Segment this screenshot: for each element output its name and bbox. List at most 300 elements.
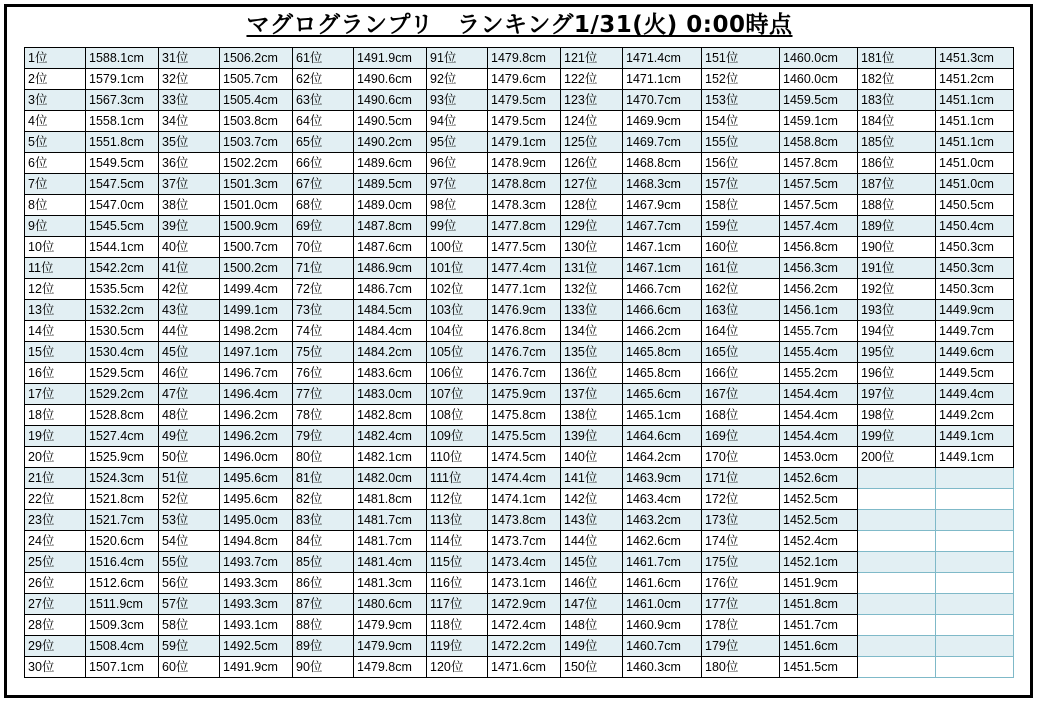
length-cell: 1535.5cm <box>86 279 159 300</box>
table-row <box>25 510 1014 531</box>
length-cell: 1481.4cm <box>354 552 427 573</box>
rank-cell: 189位 <box>858 216 936 237</box>
length-cell: 1512.6cm <box>86 573 159 594</box>
length-cell: 1487.8cm <box>354 216 427 237</box>
empty-cell <box>858 573 936 594</box>
rank-cell: 10位 <box>25 237 86 258</box>
rank-cell: 179位 <box>702 636 780 657</box>
rank-cell: 95位 <box>427 132 488 153</box>
length-cell: 1456.3cm <box>780 258 858 279</box>
length-cell: 1476.8cm <box>488 321 561 342</box>
rank-cell: 72位 <box>293 279 354 300</box>
rank-cell: 128位 <box>561 195 623 216</box>
length-cell: 1484.4cm <box>354 321 427 342</box>
rank-cell: 75位 <box>293 342 354 363</box>
rank-cell: 1位 <box>25 48 86 69</box>
rank-cell: 184位 <box>858 111 936 132</box>
rank-cell: 153位 <box>702 90 780 111</box>
table-row <box>25 132 1014 153</box>
rank-cell: 17位 <box>25 384 86 405</box>
length-cell: 1451.1cm <box>936 132 1014 153</box>
length-cell: 1558.1cm <box>86 111 159 132</box>
rank-cell: 146位 <box>561 573 623 594</box>
length-cell: 1482.4cm <box>354 426 427 447</box>
rank-cell: 170位 <box>702 447 780 468</box>
length-cell: 1478.8cm <box>488 174 561 195</box>
rank-cell: 23位 <box>25 510 86 531</box>
rank-cell: 92位 <box>427 69 488 90</box>
table-row <box>25 384 1014 405</box>
table-row <box>25 489 1014 510</box>
length-cell: 1450.5cm <box>936 195 1014 216</box>
rank-cell: 57位 <box>159 594 220 615</box>
length-cell: 1496.2cm <box>220 405 293 426</box>
rank-cell: 159位 <box>702 216 780 237</box>
rank-cell: 56位 <box>159 573 220 594</box>
length-cell: 1481.7cm <box>354 510 427 531</box>
rank-cell: 143位 <box>561 510 623 531</box>
rank-cell: 34位 <box>159 111 220 132</box>
table-row <box>25 279 1014 300</box>
length-cell: 1482.8cm <box>354 405 427 426</box>
length-cell: 1449.4cm <box>936 384 1014 405</box>
rank-cell: 176位 <box>702 573 780 594</box>
rank-cell: 12位 <box>25 279 86 300</box>
length-cell: 1452.5cm <box>780 510 858 531</box>
length-cell: 1530.4cm <box>86 342 159 363</box>
length-cell: 1449.1cm <box>936 426 1014 447</box>
length-cell: 1456.1cm <box>780 300 858 321</box>
rank-cell: 138位 <box>561 405 623 426</box>
length-cell: 1481.8cm <box>354 489 427 510</box>
length-cell: 1469.7cm <box>623 132 702 153</box>
rank-cell: 84位 <box>293 531 354 552</box>
length-cell: 1528.8cm <box>86 405 159 426</box>
rank-cell: 30位 <box>25 657 86 678</box>
length-cell: 1450.3cm <box>936 258 1014 279</box>
rank-cell: 68位 <box>293 195 354 216</box>
rank-cell: 42位 <box>159 279 220 300</box>
rank-cell: 55位 <box>159 552 220 573</box>
empty-cell <box>936 573 1014 594</box>
rank-cell: 121位 <box>561 48 623 69</box>
table-row <box>25 153 1014 174</box>
length-cell: 1498.2cm <box>220 321 293 342</box>
length-cell: 1482.0cm <box>354 468 427 489</box>
empty-cell <box>858 552 936 573</box>
table-row <box>25 573 1014 594</box>
length-cell: 1472.2cm <box>488 636 561 657</box>
length-cell: 1456.2cm <box>780 279 858 300</box>
length-cell: 1477.4cm <box>488 258 561 279</box>
rank-cell: 124位 <box>561 111 623 132</box>
length-cell: 1457.5cm <box>780 195 858 216</box>
rank-cell: 149位 <box>561 636 623 657</box>
rank-cell: 193位 <box>858 300 936 321</box>
table-row <box>25 69 1014 90</box>
table-row <box>25 363 1014 384</box>
length-cell: 1527.4cm <box>86 426 159 447</box>
rank-cell: 61位 <box>293 48 354 69</box>
empty-cell <box>936 615 1014 636</box>
rank-cell: 71位 <box>293 258 354 279</box>
table-row <box>25 258 1014 279</box>
rank-cell: 19位 <box>25 426 86 447</box>
length-cell: 1449.2cm <box>936 405 1014 426</box>
length-cell: 1501.3cm <box>220 174 293 195</box>
rank-cell: 130位 <box>561 237 623 258</box>
rank-cell: 76位 <box>293 363 354 384</box>
length-cell: 1451.3cm <box>936 48 1014 69</box>
table-row <box>25 90 1014 111</box>
rank-cell: 113位 <box>427 510 488 531</box>
rank-cell: 69位 <box>293 216 354 237</box>
rank-cell: 65位 <box>293 132 354 153</box>
length-cell: 1486.9cm <box>354 258 427 279</box>
length-cell: 1470.7cm <box>623 90 702 111</box>
rank-cell: 93位 <box>427 90 488 111</box>
length-cell: 1471.6cm <box>488 657 561 678</box>
length-cell: 1460.0cm <box>780 69 858 90</box>
rank-cell: 9位 <box>25 216 86 237</box>
rank-cell: 129位 <box>561 216 623 237</box>
length-cell: 1493.3cm <box>220 594 293 615</box>
table-row <box>25 531 1014 552</box>
rank-cell: 148位 <box>561 615 623 636</box>
length-cell: 1466.7cm <box>623 279 702 300</box>
length-cell: 1479.5cm <box>488 90 561 111</box>
rank-cell: 54位 <box>159 531 220 552</box>
rank-cell: 116位 <box>427 573 488 594</box>
length-cell: 1474.1cm <box>488 489 561 510</box>
rank-cell: 156位 <box>702 153 780 174</box>
length-cell: 1460.3cm <box>623 657 702 678</box>
rank-cell: 196位 <box>858 363 936 384</box>
length-cell: 1493.7cm <box>220 552 293 573</box>
rank-cell: 11位 <box>25 258 86 279</box>
rank-cell: 194位 <box>858 321 936 342</box>
empty-cell <box>858 657 936 678</box>
rank-cell: 66位 <box>293 153 354 174</box>
length-cell: 1547.0cm <box>86 195 159 216</box>
length-cell: 1490.6cm <box>354 90 427 111</box>
table-row <box>25 237 1014 258</box>
length-cell: 1495.0cm <box>220 510 293 531</box>
length-cell: 1450.3cm <box>936 279 1014 300</box>
rank-cell: 172位 <box>702 489 780 510</box>
rank-cell: 132位 <box>561 279 623 300</box>
length-cell: 1449.7cm <box>936 321 1014 342</box>
rank-cell: 163位 <box>702 300 780 321</box>
rank-cell: 13位 <box>25 300 86 321</box>
length-cell: 1491.9cm <box>354 48 427 69</box>
rank-cell: 100位 <box>427 237 488 258</box>
rank-cell: 162位 <box>702 279 780 300</box>
rank-cell: 26位 <box>25 573 86 594</box>
rank-cell: 174位 <box>702 531 780 552</box>
length-cell: 1479.9cm <box>354 636 427 657</box>
rank-cell: 32位 <box>159 69 220 90</box>
rank-cell: 145位 <box>561 552 623 573</box>
length-cell: 1455.2cm <box>780 363 858 384</box>
length-cell: 1455.7cm <box>780 321 858 342</box>
rank-cell: 63位 <box>293 90 354 111</box>
rank-cell: 4位 <box>25 111 86 132</box>
length-cell: 1482.1cm <box>354 447 427 468</box>
length-cell: 1479.8cm <box>488 48 561 69</box>
rank-cell: 86位 <box>293 573 354 594</box>
length-cell: 1505.7cm <box>220 69 293 90</box>
rank-cell: 142位 <box>561 489 623 510</box>
rank-cell: 120位 <box>427 657 488 678</box>
table-row <box>25 615 1014 636</box>
rank-cell: 105位 <box>427 342 488 363</box>
rank-cell: 79位 <box>293 426 354 447</box>
empty-cell <box>936 531 1014 552</box>
rank-cell: 126位 <box>561 153 623 174</box>
length-cell: 1500.9cm <box>220 216 293 237</box>
rank-cell: 47位 <box>159 384 220 405</box>
length-cell: 1476.7cm <box>488 342 561 363</box>
length-cell: 1466.2cm <box>623 321 702 342</box>
rank-cell: 31位 <box>159 48 220 69</box>
length-cell: 1476.9cm <box>488 300 561 321</box>
length-cell: 1455.4cm <box>780 342 858 363</box>
table-row <box>25 216 1014 237</box>
length-cell: 1457.5cm <box>780 174 858 195</box>
length-cell: 1490.5cm <box>354 111 427 132</box>
rank-cell: 36位 <box>159 153 220 174</box>
rank-cell: 190位 <box>858 237 936 258</box>
length-cell: 1465.8cm <box>623 363 702 384</box>
length-cell: 1454.4cm <box>780 384 858 405</box>
length-cell: 1493.3cm <box>220 573 293 594</box>
table-row <box>25 657 1014 678</box>
length-cell: 1454.4cm <box>780 405 858 426</box>
rank-cell: 104位 <box>427 321 488 342</box>
rank-cell: 183位 <box>858 90 936 111</box>
rank-cell: 177位 <box>702 594 780 615</box>
rank-cell: 125位 <box>561 132 623 153</box>
rank-cell: 178位 <box>702 615 780 636</box>
rank-cell: 60位 <box>159 657 220 678</box>
length-cell: 1489.5cm <box>354 174 427 195</box>
length-cell: 1451.0cm <box>936 153 1014 174</box>
table-row <box>25 405 1014 426</box>
length-cell: 1459.5cm <box>780 90 858 111</box>
length-cell: 1466.6cm <box>623 300 702 321</box>
length-cell: 1451.8cm <box>780 594 858 615</box>
rank-cell: 14位 <box>25 321 86 342</box>
length-cell: 1452.1cm <box>780 552 858 573</box>
rank-cell: 164位 <box>702 321 780 342</box>
rank-cell: 44位 <box>159 321 220 342</box>
rank-cell: 89位 <box>293 636 354 657</box>
rank-cell: 114位 <box>427 531 488 552</box>
length-cell: 1467.9cm <box>623 195 702 216</box>
rank-cell: 185位 <box>858 132 936 153</box>
length-cell: 1480.6cm <box>354 594 427 615</box>
length-cell: 1467.1cm <box>623 237 702 258</box>
length-cell: 1529.2cm <box>86 384 159 405</box>
rank-cell: 180位 <box>702 657 780 678</box>
rank-cell: 109位 <box>427 426 488 447</box>
length-cell: 1479.6cm <box>488 69 561 90</box>
length-cell: 1479.9cm <box>354 615 427 636</box>
length-cell: 1460.7cm <box>623 636 702 657</box>
rank-cell: 161位 <box>702 258 780 279</box>
length-cell: 1458.8cm <box>780 132 858 153</box>
empty-cell <box>858 615 936 636</box>
empty-cell <box>936 552 1014 573</box>
length-cell: 1451.1cm <box>936 111 1014 132</box>
length-cell: 1475.5cm <box>488 426 561 447</box>
rank-cell: 158位 <box>702 195 780 216</box>
length-cell: 1462.6cm <box>623 531 702 552</box>
length-cell: 1503.7cm <box>220 132 293 153</box>
length-cell: 1483.0cm <box>354 384 427 405</box>
length-cell: 1496.4cm <box>220 384 293 405</box>
rank-cell: 24位 <box>25 531 86 552</box>
rank-cell: 111位 <box>427 468 488 489</box>
length-cell: 1451.1cm <box>936 90 1014 111</box>
empty-cell <box>858 489 936 510</box>
table-row <box>25 426 1014 447</box>
rank-cell: 115位 <box>427 552 488 573</box>
length-cell: 1461.0cm <box>623 594 702 615</box>
rank-cell: 35位 <box>159 132 220 153</box>
length-cell: 1451.7cm <box>780 615 858 636</box>
length-cell: 1503.8cm <box>220 111 293 132</box>
length-cell: 1490.2cm <box>354 132 427 153</box>
rank-cell: 134位 <box>561 321 623 342</box>
length-cell: 1545.5cm <box>86 216 159 237</box>
rank-cell: 28位 <box>25 615 86 636</box>
length-cell: 1490.6cm <box>354 69 427 90</box>
length-cell: 1460.9cm <box>623 615 702 636</box>
length-cell: 1452.4cm <box>780 531 858 552</box>
length-cell: 1494.8cm <box>220 531 293 552</box>
rank-cell: 27位 <box>25 594 86 615</box>
length-cell: 1477.8cm <box>488 216 561 237</box>
length-cell: 1469.9cm <box>623 111 702 132</box>
length-cell: 1484.2cm <box>354 342 427 363</box>
rank-cell: 6位 <box>25 153 86 174</box>
length-cell: 1521.8cm <box>86 489 159 510</box>
length-cell: 1472.9cm <box>488 594 561 615</box>
length-cell: 1474.4cm <box>488 468 561 489</box>
length-cell: 1500.2cm <box>220 258 293 279</box>
length-cell: 1463.4cm <box>623 489 702 510</box>
rank-cell: 169位 <box>702 426 780 447</box>
rank-cell: 198位 <box>858 405 936 426</box>
rank-cell: 29位 <box>25 636 86 657</box>
length-cell: 1464.2cm <box>623 447 702 468</box>
rank-cell: 37位 <box>159 174 220 195</box>
rank-cell: 94位 <box>427 111 488 132</box>
empty-cell <box>858 468 936 489</box>
length-cell: 1497.1cm <box>220 342 293 363</box>
length-cell: 1449.1cm <box>936 447 1014 468</box>
rank-cell: 70位 <box>293 237 354 258</box>
length-cell: 1478.3cm <box>488 195 561 216</box>
table-row <box>25 594 1014 615</box>
rank-cell: 81位 <box>293 468 354 489</box>
rank-cell: 88位 <box>293 615 354 636</box>
length-cell: 1511.9cm <box>86 594 159 615</box>
table-row <box>25 111 1014 132</box>
length-cell: 1457.4cm <box>780 216 858 237</box>
length-cell: 1492.5cm <box>220 636 293 657</box>
rank-cell: 199位 <box>858 426 936 447</box>
rank-cell: 96位 <box>427 153 488 174</box>
rank-cell: 127位 <box>561 174 623 195</box>
length-cell: 1465.1cm <box>623 405 702 426</box>
length-cell: 1451.6cm <box>780 636 858 657</box>
length-cell: 1460.0cm <box>780 48 858 69</box>
rank-cell: 117位 <box>427 594 488 615</box>
length-cell: 1493.1cm <box>220 615 293 636</box>
length-cell: 1529.5cm <box>86 363 159 384</box>
rank-cell: 140位 <box>561 447 623 468</box>
empty-cell <box>936 468 1014 489</box>
rank-cell: 175位 <box>702 552 780 573</box>
length-cell: 1475.8cm <box>488 405 561 426</box>
rank-cell: 182位 <box>858 69 936 90</box>
rank-cell: 103位 <box>427 300 488 321</box>
table-row <box>25 447 1014 468</box>
rank-cell: 39位 <box>159 216 220 237</box>
rank-cell: 186位 <box>858 153 936 174</box>
length-cell: 1451.5cm <box>780 657 858 678</box>
rank-cell: 16位 <box>25 363 86 384</box>
length-cell: 1453.0cm <box>780 447 858 468</box>
length-cell: 1449.6cm <box>936 342 1014 363</box>
table-row <box>25 48 1014 69</box>
rank-cell: 118位 <box>427 615 488 636</box>
length-cell: 1496.0cm <box>220 447 293 468</box>
length-cell: 1495.6cm <box>220 468 293 489</box>
length-cell: 1588.1cm <box>86 48 159 69</box>
rank-cell: 181位 <box>858 48 936 69</box>
length-cell: 1508.4cm <box>86 636 159 657</box>
rank-cell: 191位 <box>858 258 936 279</box>
empty-cell <box>936 636 1014 657</box>
length-cell: 1551.8cm <box>86 132 159 153</box>
length-cell: 1449.5cm <box>936 363 1014 384</box>
rank-cell: 50位 <box>159 447 220 468</box>
empty-cell <box>936 657 1014 678</box>
rank-cell: 151位 <box>702 48 780 69</box>
table-row <box>25 468 1014 489</box>
rank-cell: 40位 <box>159 237 220 258</box>
rank-cell: 166位 <box>702 363 780 384</box>
length-cell: 1479.1cm <box>488 132 561 153</box>
rank-cell: 49位 <box>159 426 220 447</box>
length-cell: 1567.3cm <box>86 90 159 111</box>
empty-cell <box>936 594 1014 615</box>
rank-cell: 90位 <box>293 657 354 678</box>
table-row <box>25 195 1014 216</box>
empty-cell <box>936 489 1014 510</box>
length-cell: 1452.5cm <box>780 489 858 510</box>
length-cell: 1487.6cm <box>354 237 427 258</box>
rank-cell: 122位 <box>561 69 623 90</box>
length-cell: 1525.9cm <box>86 447 159 468</box>
length-cell: 1472.4cm <box>488 615 561 636</box>
length-cell: 1505.4cm <box>220 90 293 111</box>
length-cell: 1473.8cm <box>488 510 561 531</box>
